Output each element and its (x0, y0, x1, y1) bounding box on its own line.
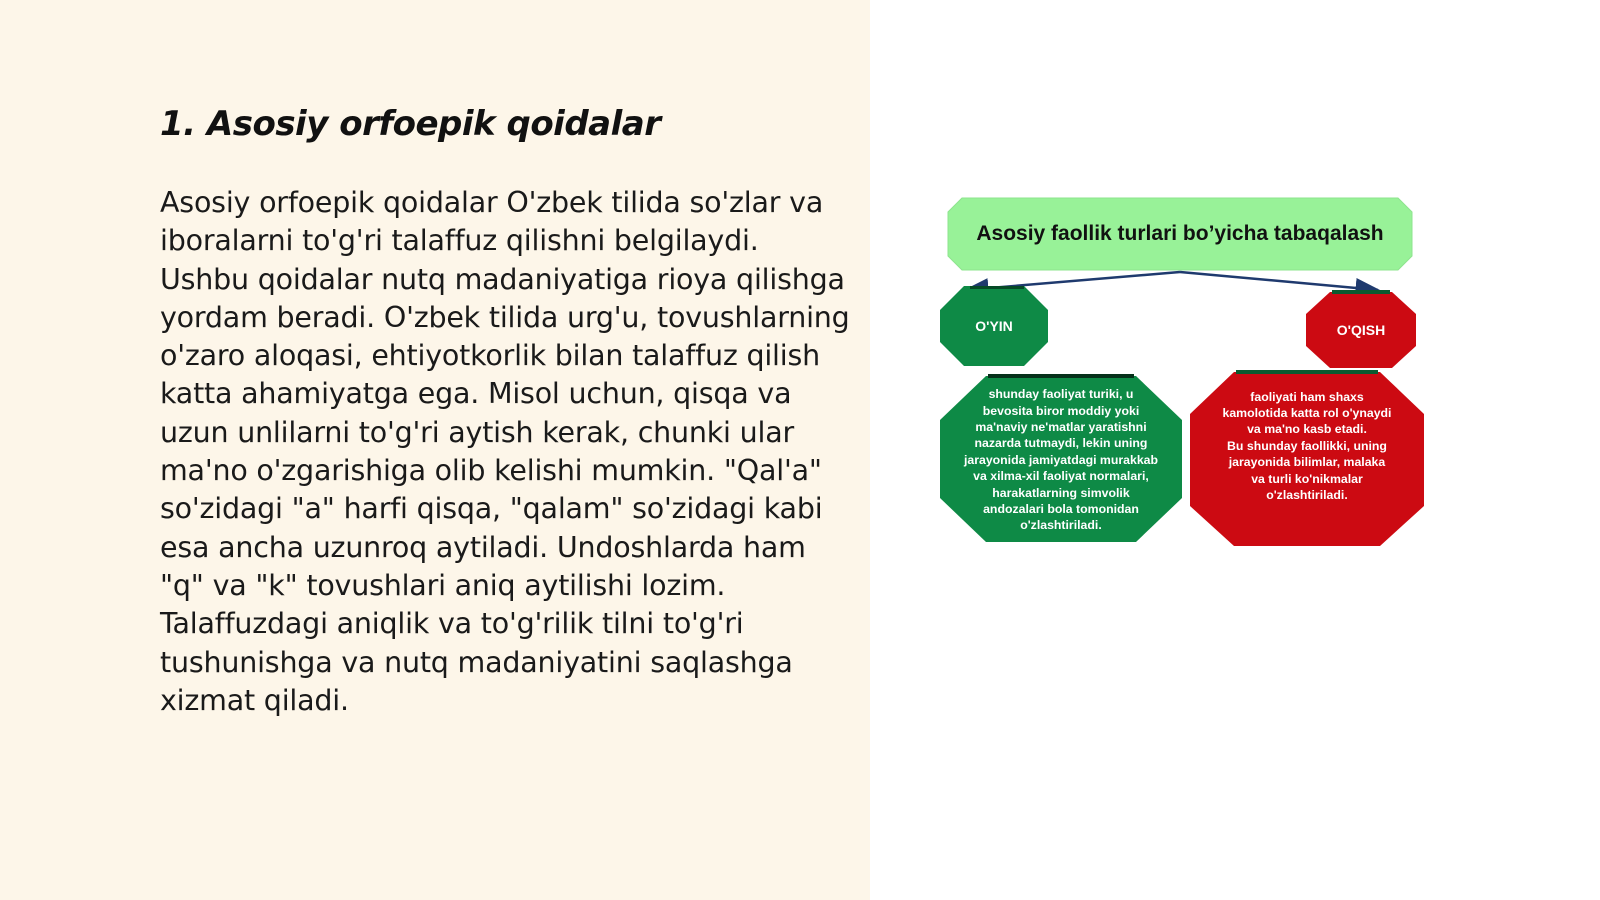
slide-body-text: Asosiy orfoepik qoidalar O'zbek tilida so'zlar va iboralarni to'g'ri talaffuz qilishni belgilaydi. Ushbu qoidalar nutq madaniyatiga rioya qilishga yordam beradi. O'zbek tilida urg'u, tovushlarning o'zaro aloqasi, ehtiyotkorlik bilan talaffuz qilish katta ahamiyatga ega. Misol uchun, qisqa va uzun unlilarni to'g'ri aytish kerak, chunki ular ma'no o'zgarishiga olib kelishi mumkin. "Qal'a" so'zidagi "a" harfi qisqa, "qalam" so'zidagi kabi esa ancha uzunroq aytiladi. Undoshlarda ham "q" va "k" tovushlari aniq aytilishi lozim. Talaffuzdagi aniqlik va to'g'rilik tilni to'g'ri tushunishga va nutq madaniyatini saqlashga xizmat qiladi. (160, 186, 850, 717)
classification-diagram (940, 190, 1460, 570)
desc-oyin-text: shunday faoliyat turiki, u bevosita biror moddiy yoki ma'naviy ne'matlar yaratishni nazarda tutmaydi, lekin uning jarayonida jamiyatdagi murakkab va xilma-xil faoliyat normalari, harakatlarning simvolik andozalari bola tomonidan o'zlashtiriladi. (963, 387, 1159, 533)
diagram-header-label: Asosiy faollik turlari bo’yicha tabaqalash (976, 222, 1384, 245)
slide-title: 1. Asosiy orfoepik qoidalar (160, 104, 661, 144)
node-oyin-label: O'YIN (975, 318, 1013, 334)
desc-oyin-shadow (988, 374, 1134, 378)
desc-oqish-shadow (1236, 370, 1378, 374)
desc-oqish-text: faoliyati ham shaxs kamolotida katta rol o'ynaydi va ma'no kasb etadi. Bu shunday faollikki, uning jarayonida bilimlar, malaka va turli ko'nikmalar o'zlashtiriladi. (1222, 389, 1392, 503)
arrow-right (1180, 272, 1378, 290)
node-oqish-label: O'QISH (1336, 322, 1386, 338)
